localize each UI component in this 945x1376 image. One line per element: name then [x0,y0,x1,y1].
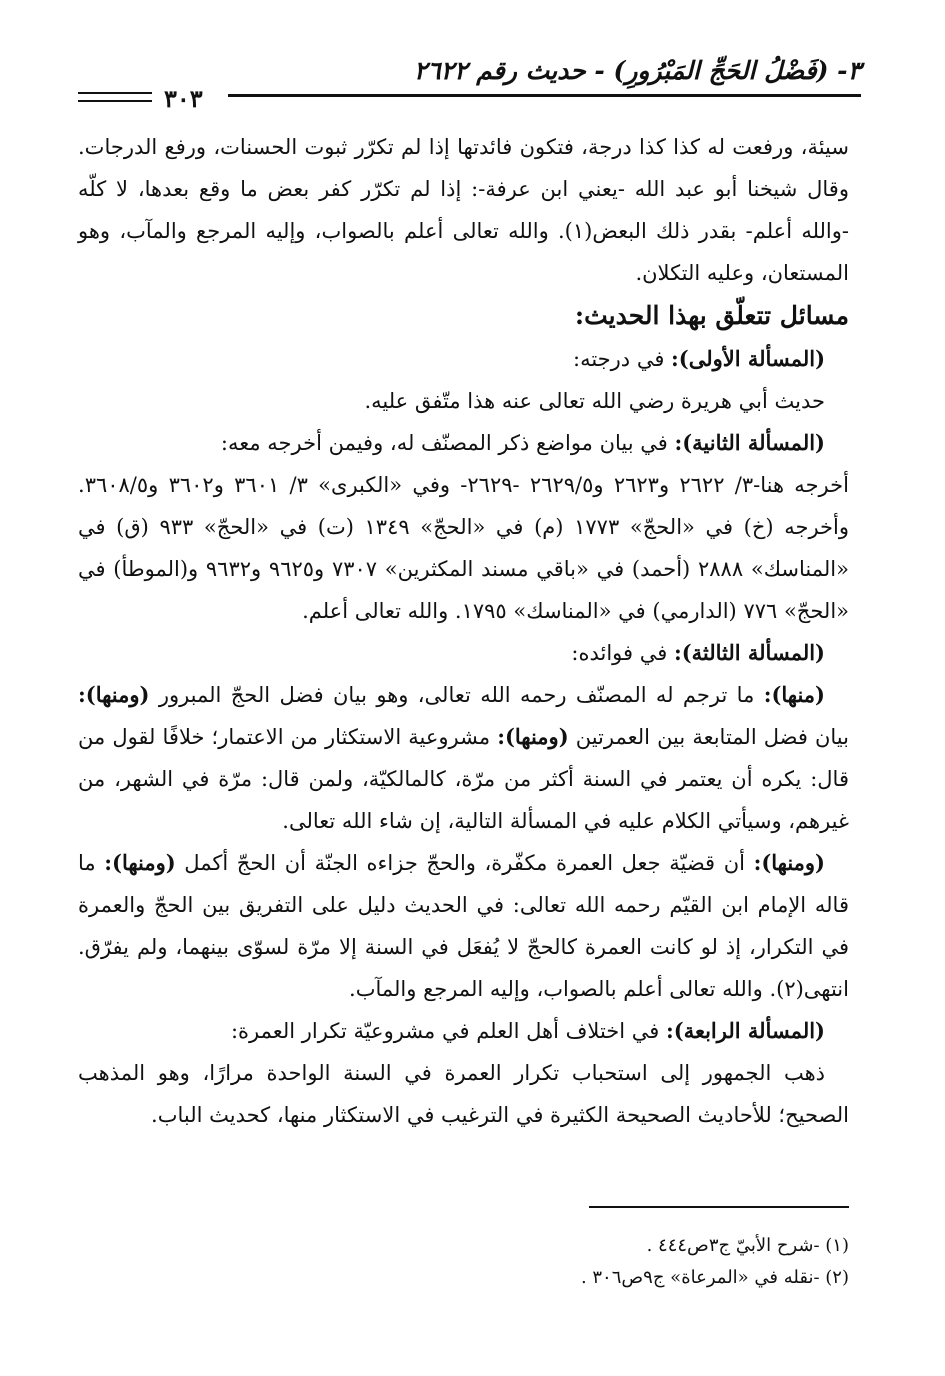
benefit-label: (ومنها): [78,682,150,707]
benefit-text: ما ترجم له المصنّف رحمه الله تعالى، وهو بيان فضل الحجّ المبرور [158,683,764,707]
issue-3 [78,632,849,674]
issue-1-label: (المسألة الأولى): [671,346,825,371]
benefit-label: (ومنها): [497,724,569,749]
benefits-block [78,842,849,1010]
header-rule [228,94,861,97]
issue-2-label: (المسألة الثانية): [674,430,825,455]
issue-3-text: في فوائده: [571,641,674,665]
benefit-label: (ومنها): [753,850,825,875]
issue-1-body: حديث أبي هريرة رضي الله تعالى عنه هذا متّفق عليه. [364,389,825,413]
benefit-text: بيان فضل المتابعة بين العمرتين [575,725,849,749]
issue-3-label: (المسألة الثالثة): [673,640,825,665]
issue-1 [78,338,849,380]
issue-1-text: في درجته: [573,347,672,371]
issue-2-body: أخرجه هنا-٣/ ٢٦٢٢ و٢٦٢٣ و٢٦٢٩/٥ -٢٦٢٩- وفي «الكبرى» ٣/ ٣٦٠١ و٣٦٠٢ و٣٦٠٨/٥. وأخرجه (خ) في «الحجّ» ١٧٧٣ (م) في «الحجّ» ١٣٤٩ (ت) في «الحجّ» ٩٣٣ (ق) في «المناسك» ٢٨٨٨ (أحمد) في «باقي مسند المكثرين» ٧٣٠٧ و٩٦٢٥ و٩٦٣٢ و(الموطأ) في «الحجّ» ٧٧٦ (الدارمي) في «المناسك» ١٧٩٥. والله تعالى أعلم. [78,473,850,623]
issue-2 [78,422,849,464]
running-title: ٣- (فَضْلُ الحَجِّ المَبْرُورِ) - حديث رقم ٢٦٢٢ [413,56,861,85]
benefit-text: ما قاله الإمام ابن القيّم رحمه الله تعالى: في الحديث دليل على التفريق بين الحجّ والعمرة في التكرار، إذ لو كانت العمرة كالحجّ لا يُفعَل في السنة إلا مرّة لسوّى بينهما، ولم يفرّق. انتهى(٢). والله تعالى أعلم بالصواب، وإليه المرجع والمآب. [78,851,849,1001]
benefit-text: أن قضيّة جعل العمرة مكفّرة، والحجّ جزاءه الجنّة أن الحجّ أكمل [184,851,754,875]
issue-4-text: في اختلاف أهل العلم في مشروعيّة تكرار العمرة: [230,1019,666,1043]
footnote: (١) -شرح الأبيّ ج٣ص٤٤٤ . [646,1235,849,1256]
section-heading: مسائل تتعلّق بهذا الحديث: [574,301,849,330]
benefits-block [78,674,849,842]
footnote: (٢) -نقله في «المرعاة» ج٩ص٣٠٦ . [580,1267,849,1288]
issue-4-body: ذهب الجمهور إلى استحباب تكرار العمرة في السنة الواحدة مرارًا، وهو المذهب الصحيح؛ للأحاديث الصحيحة الكثيرة في الترغيب في الاستكثار منها، كحديث الباب. [78,1061,849,1127]
issue-4 [78,1010,849,1052]
benefit-label: (ومنها): [104,850,176,875]
page-header [78,50,861,113]
page-number-double-rule [78,92,152,102]
page-number: ٣٠٣ [158,84,209,113]
footnotes [78,1230,849,1294]
issue-2-text: في بيان مواضع ذكر المصنّف له، وفيمن أخرجه معه: [220,431,675,455]
benefit-label: (منها): [763,682,825,707]
page-body [78,126,849,1136]
benefit-text: مشروعية الاستكثار من الاعتمار؛ خلافًا لقول من قال: يكره أن يعتمر في السنة أكثر من مرّة، كالمالكيّة، ولمن قال: مرّة في الشهر، من غيرهم، وسيأتي الكلام عليه في المسألة التالية، إن شاء الله تعالى. [78,725,849,833]
issue-4-label: (المسألة الرابعة): [666,1018,825,1043]
footnote-rule [589,1206,849,1208]
paragraph: سيئة، ورفعت له كذا كذا درجة، فتكون فائدتها إذا لم تكرّر ثبوت الحسنات، ورفع الدرجات. وقال شيخنا أبو عبد الله -يعني ابن عرفة-: إذا لم تكرّر كفر بعض ما وقع بعدها، لا كلّه -والله أعلم- بقدر ذلك البعض(١). والله تعالى أعلم بالصواب، وإليه المرجع والمآب، وهو المستعان، وعليه التكلان. [78,135,849,285]
